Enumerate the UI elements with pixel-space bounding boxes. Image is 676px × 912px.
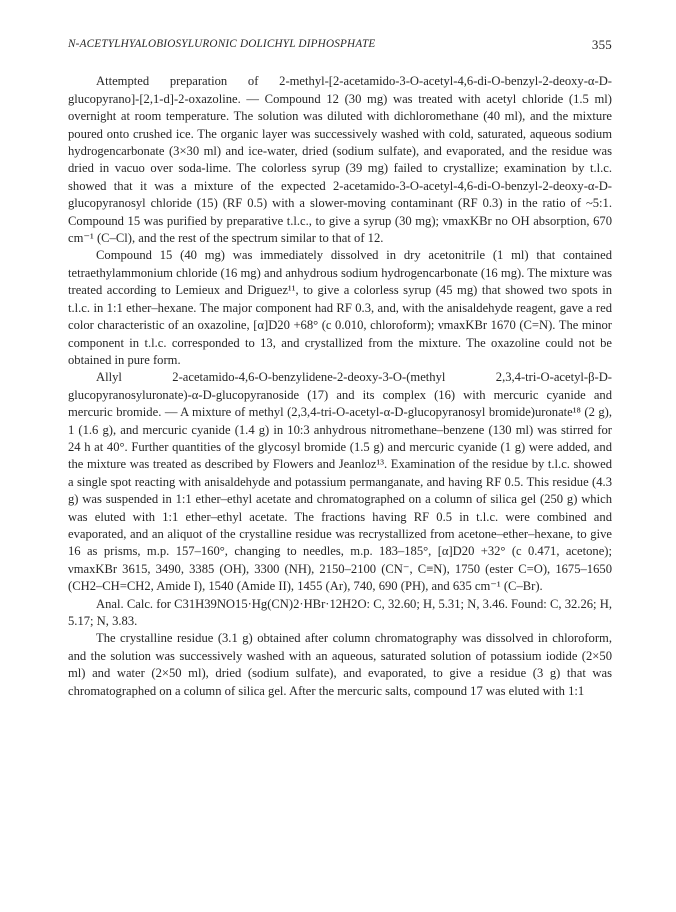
paragraph: Allyl 2-acetamido-4,6-O-benzylidene-2-deoxy-3-O-(methyl 2,3,4-tri-O-acetyl-β-D-glucopyranosyluronate)-α-D-glucopyranoside (17) and its complex (16) with mercuric cyanide and mercuric bromide. — A mixture of methyl (2,3,4-tri-O-acetyl-α-D-glucopyranosyl bromide)uronate¹⁸ (2 g), 1 (1.6 g), and mercuric cyanide (1.4 g) in 10:3 anhydrous nitromethane–benzene (130 ml) was stirred for 24 h at 40°. Further quantities of the glycosyl bromide (1.5 g) and mercuric cyanide (1 g) were added, and the mixture was treated as described by Flowers and Jeanloz¹³. Examination of the residue by t.l.c. showed a single spot reacting with anisaldehyde and potassium permanganate, and having RF 0.5. This residue (4.3 g) was suspended in 1:1 ether–ethyl acetate and chromatographed on a column of silica gel (250 g) which was eluted with 1:1 ether–ethyl acetate. The fractions having RF 0.5 in t.l.c. were combined and evaporated, and an aliquot of the crystalline residue was recrystallized from acetone–ether–hexane, to give 16 as prisms, m.p. 157–160°, changing to needles, m.p. 183–185°, [α]D20 +32° (c 0.471, acetone); νmaxKBr 3615, 3490, 3385 (OH), 3300 (NH), 2150–2100 (CN⁻, C≡N), 1750 (ester C=O), 1675–1650 (CH2–CH=CH2, Amide I), 1540 (Amide II), 1455 (Ar), 740, 690 (PH), and 635 cm⁻¹ (C–Br). — [68, 370, 612, 594]
paragraph: Anal. Calc. for C31H39NO15·Hg(CN)2·HBr·12H2O: C, 32.60; H, 5.31; N, 3.46. Found: C, 32.26; H, 5.17; N, 3.83. — [68, 596, 612, 628]
paragraph: Compound 15 (40 mg) was immediately dissolved in dry acetonitrile (1 ml) that contained tetraethylammonium chloride (16 mg) and anhydrous sodium hydrogencarbonate (16 mg). The mixture was treated according to Lemieux and Driguez¹¹, to give a colorless syrup (45 mg) that showed two spots in t.l.c. in 1:1 ether–hexane. The major component had RF 0.3, and, with the anisaldehyde reagent, gave a red color characteristic of an oxazoline, [α]D20 +68° (c 0.010, chloroform); νmaxKBr 1670 (C=N). The minor component in t.l.c. corresponded to 13, and crystallized from the mixture. The oxazoline could not be obtained in pure form. — [68, 248, 612, 367]
journal-page — [68, 36, 612, 700]
paragraph: The crystalline residue (3.1 g) obtained after column chromatography was dissolved in chloroform, and the solution was successively washed with an aqueous, saturated solution of potassium iodide (2×50 ml) and water (2×50 ml), dried (sodium sulfate), and evaporated, to give a residue (3 g) that was chromatographed on a column of silica gel. After the mercuric salts, compound 17 was eluted with 1:1 — [68, 631, 612, 698]
page-number: 355 — [591, 37, 612, 52]
page-header — [68, 36, 612, 53]
paragraph: Attempted preparation of 2-methyl-[2-acetamido-3-O-acetyl-4,6-di-O-benzyl-2-deoxy-α-D-glucopyrano]-[2,1-d]-2-oxazoline. — Compound 12 (30 mg) was treated with acetyl chloride (1.5 ml) overnight at room temperature. The solution was diluted with dichloromethane (40 ml), and the mixture poured onto crushed ice. The organic layer was successively washed with cold, saturated, aqueous sodium hydrogencarbonate (3×30 ml) and ice-water, dried (sodium sulfate), and evaporated, and the residue was dried in vacuo over soda-lime. The colorless syrup (39 mg) failed to crystallize; examination by t.l.c. showed that it was a mixture of the expected 2-acetamido-3-O-acetyl-4,6-di-O-benzyl-2-deoxy-α-D-glucopyranosyl chloride (15) (RF 0.5) with a slower-moving contaminant (RF 0.3) in the ratio of ~5:1. Compound 15 was purified by preparative t.l.c., to give a syrup (30 mg); νmaxKBr no OH absorption, 670 cm⁻¹ (C–Cl), and the rest of the spectrum similar to that of 12. — [68, 74, 612, 246]
running-title: N-ACETYLHYALOBIOSYLURONIC DOLICHYL DIPHOSPHATE — [68, 38, 376, 50]
